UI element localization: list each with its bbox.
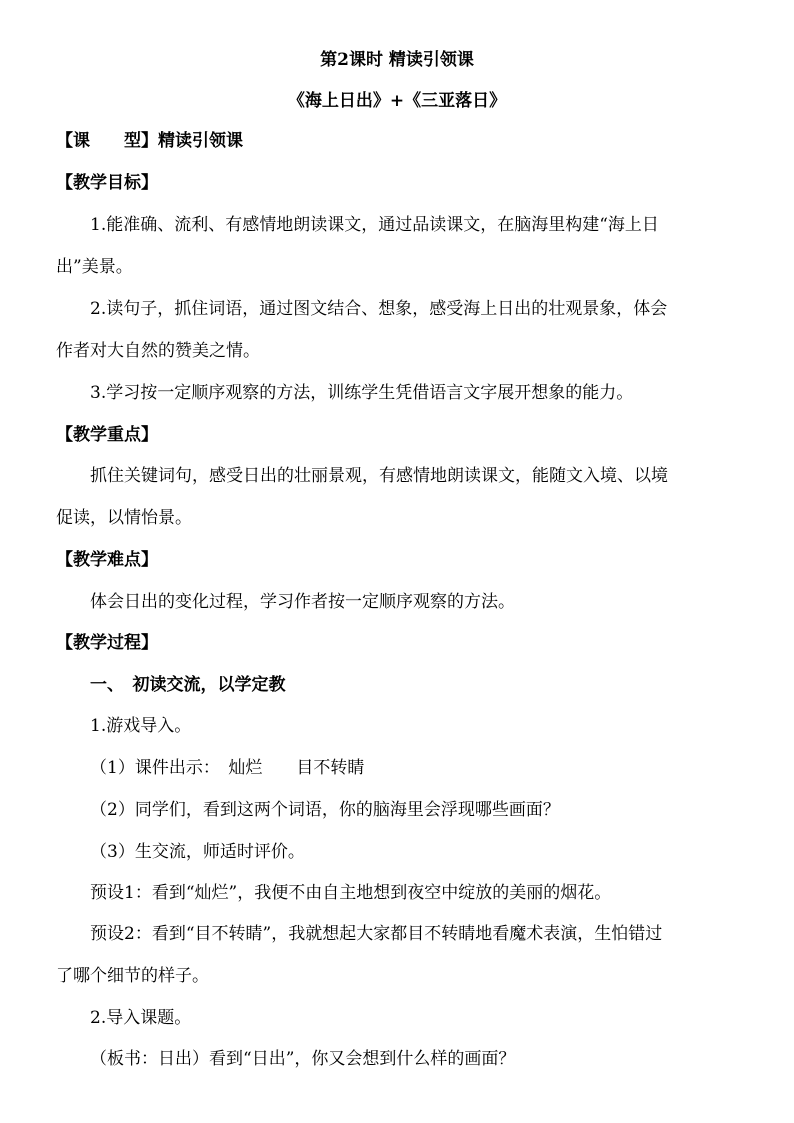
course-type-value: 精读引领课	[158, 131, 243, 151]
goals-heading: 【教学目标】	[56, 173, 158, 193]
course-type-row	[56, 129, 243, 153]
goal-3: 3.学习按一定顺序观察的方法，训练学生凭借语言文字展开想象的能力。	[90, 383, 634, 403]
preset-1: 预设1：看到“灿烂”，我便不由自主地想到夜空中绽放的美丽的烟花。	[90, 883, 612, 903]
goal-1-line-2: 出”美景。	[56, 257, 133, 277]
process-step-1: 1.游戏导入。	[90, 716, 192, 736]
process-step-1-b: （2）同学们，看到这两个词语，你的脑海里会浮现哪些画面？	[90, 800, 560, 820]
difficulties-text: 体会日出的变化过程，学习作者按一定顺序观察的方法。	[90, 592, 515, 612]
preset-2-line-1: 预设2：看到“目不转睛”，我就想起大家都目不转睛地看魔术表演，生怕错过	[90, 924, 663, 944]
key-points-heading: 【教学重点】	[56, 425, 158, 445]
process-step-1-a: （1）课件出示： 灿烂 目不转睛	[90, 758, 365, 778]
lesson-title: 第2课时 精读引领课	[320, 50, 474, 70]
key-points-line-1: 抓住关键词句，感受日出的壮丽景观，有感情地朗读课文，能随文入境、以境	[90, 466, 668, 486]
goal-1-line-1: 1.能准确、流利、有感情地朗读课文，通过品读课文，在脑海里构建“海上日	[90, 215, 659, 235]
process-section-1: 一、 初读交流，以学定教	[90, 675, 286, 695]
process-heading: 【教学过程】	[56, 633, 158, 653]
process-step-2: 2.导入课题。	[90, 1008, 192, 1028]
course-type-label: 【课 型】	[56, 131, 158, 151]
difficulties-heading: 【教学难点】	[56, 550, 158, 570]
preset-2-line-2: 了哪个细节的样子。	[56, 966, 209, 986]
goal-2-line-1: 2.读句子，抓住词语，通过图文结合、想象，感受海上日出的壮观景象，体会	[90, 299, 668, 319]
key-points-line-2: 促读，以情怡景。	[56, 508, 192, 528]
lesson-subtitle: 《海上日出》+《三亚落日》	[287, 91, 507, 111]
goal-2-line-2: 作者对大自然的赞美之情。	[56, 341, 260, 361]
process-step-2-text: （板书：日出）看到“日出”，你又会想到什么样的画面？	[90, 1049, 516, 1069]
process-step-1-c: （3）生交流，师适时评价。	[90, 842, 305, 862]
